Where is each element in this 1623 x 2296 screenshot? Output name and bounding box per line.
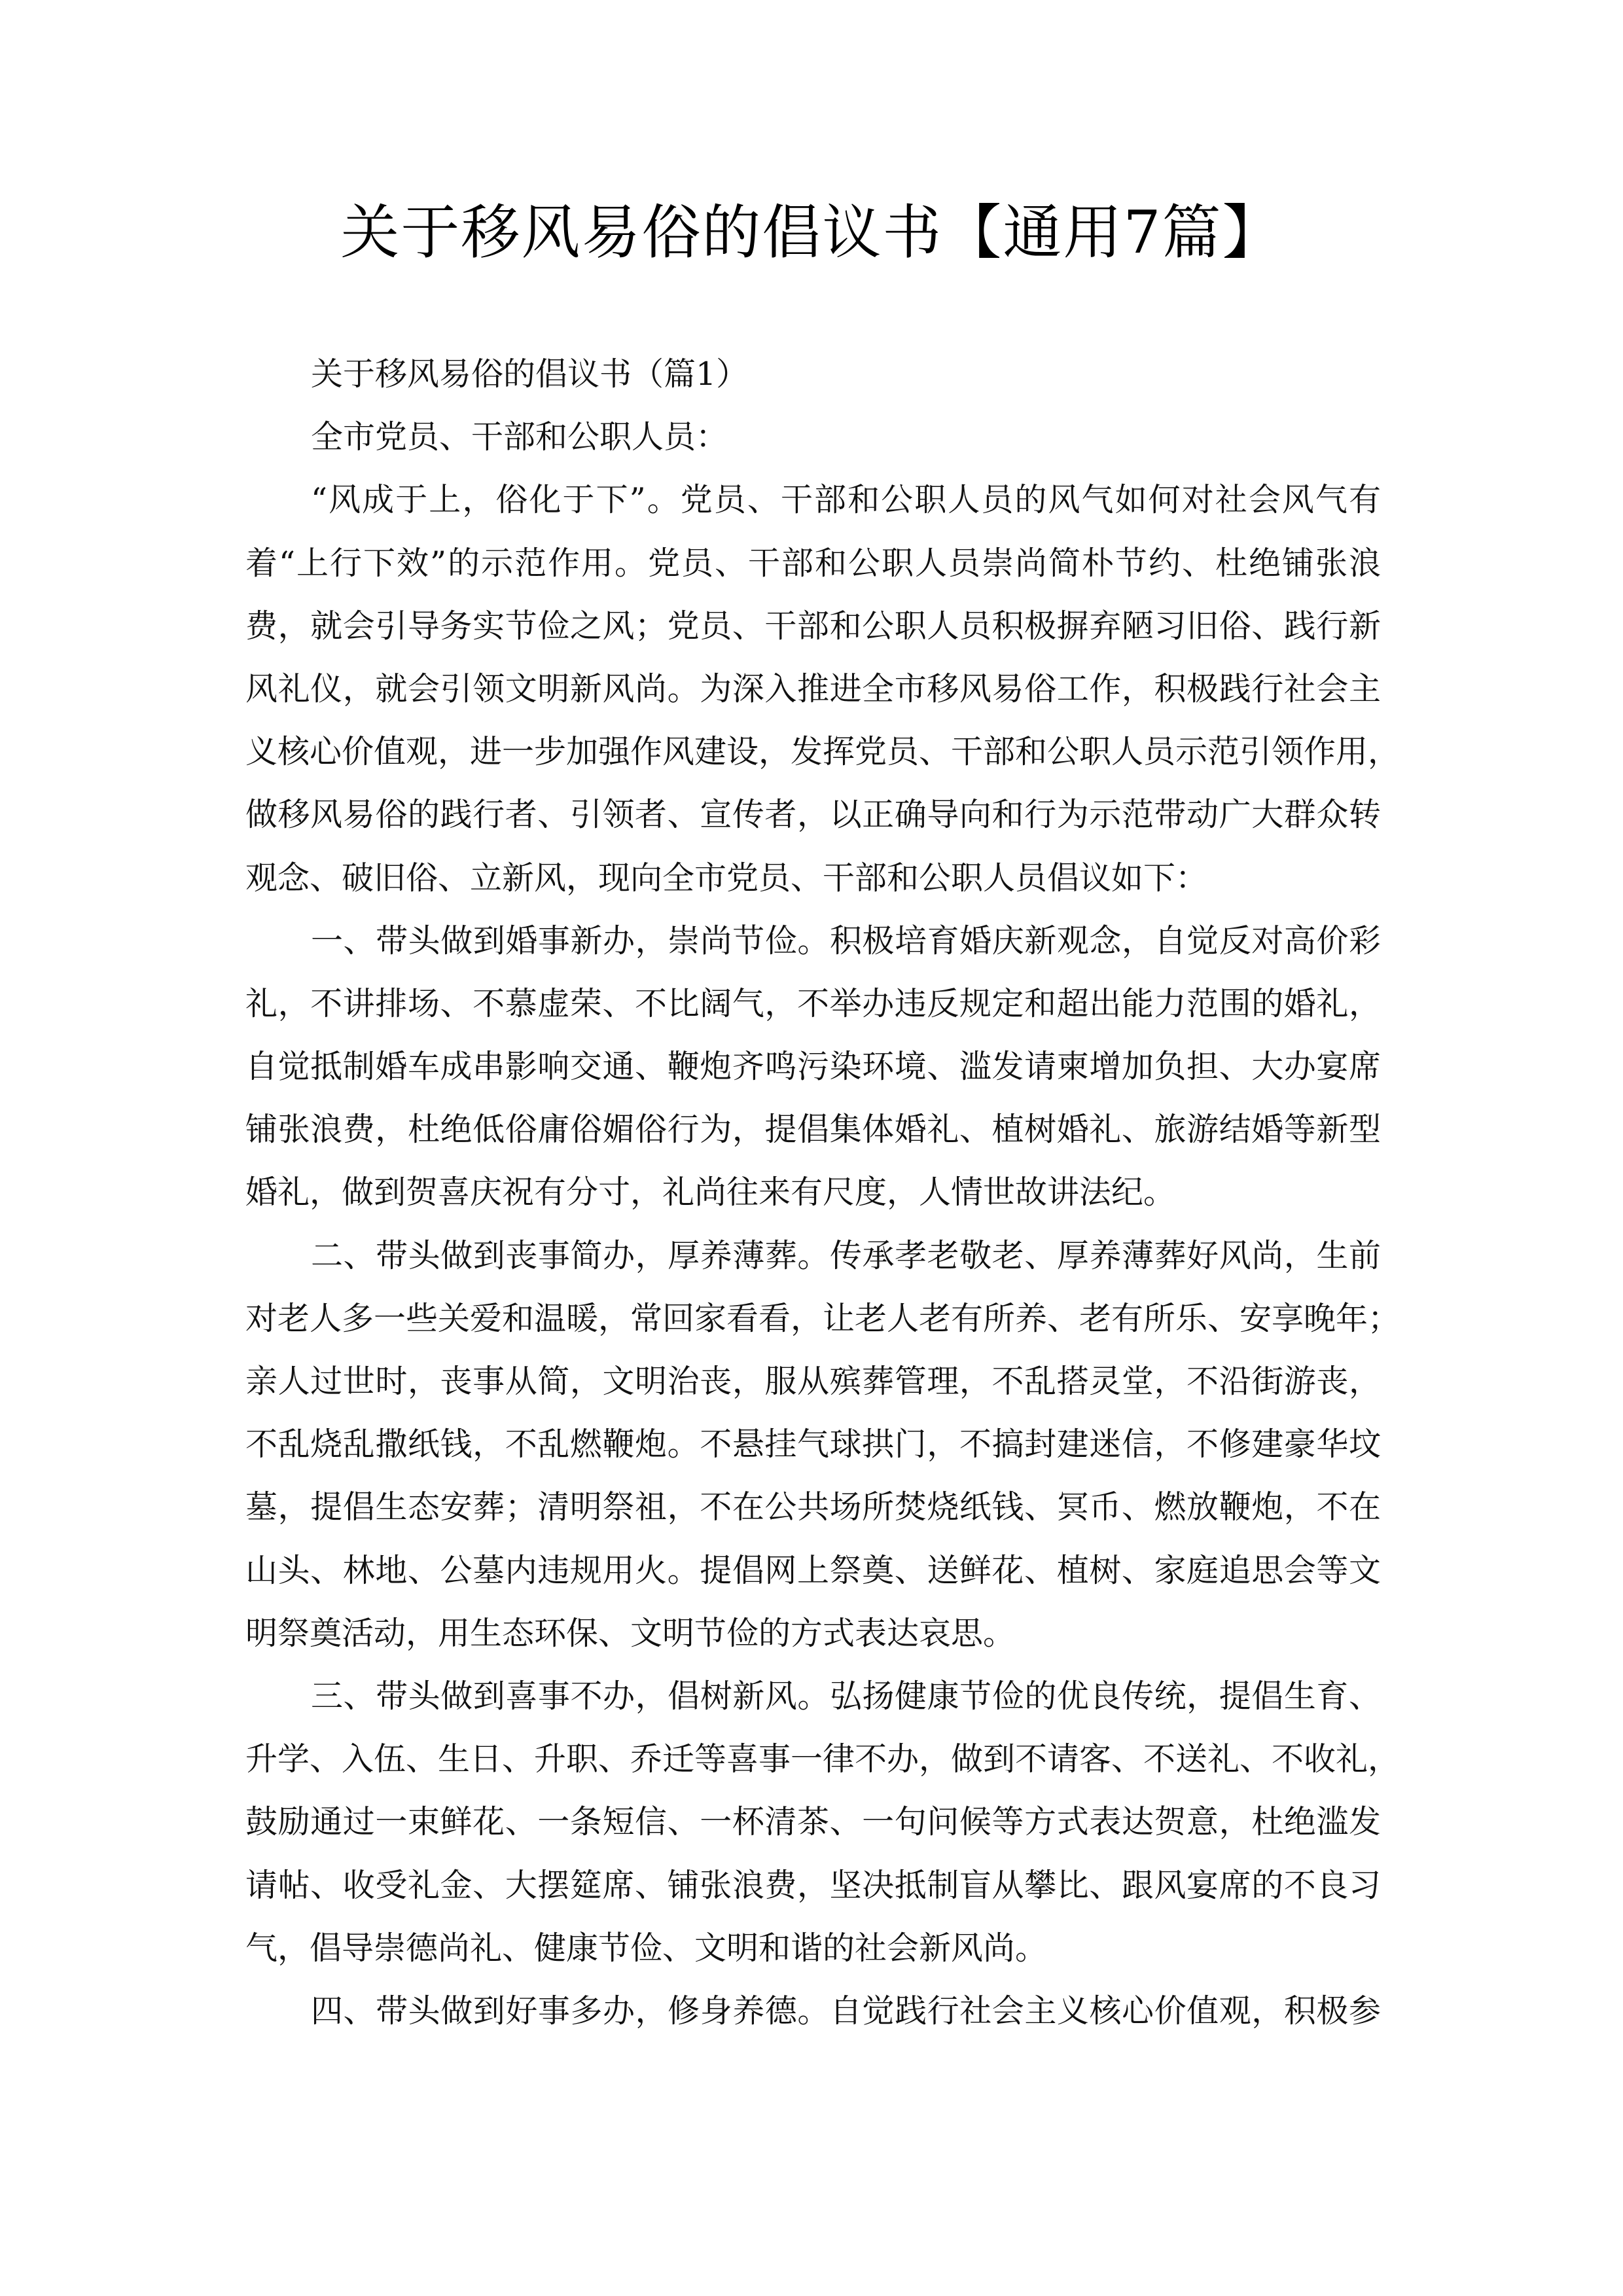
paragraph-preamble xyxy=(245,476,1400,917)
paragraph-line: 风礼仪，就会引领文明新风尚。为深入推进全市移风易俗工作，积极践行社会主 xyxy=(245,670,1381,708)
paragraph-line: 对老人多一些关爱和温暖，常回家看看，让老人老有所养、老有所乐、安享晚年； xyxy=(245,1299,1400,1337)
paragraph-line: 着“上行下效”的示范作用。党员、干部和公职人员崇尚简朴节约、杜绝铺张浪 xyxy=(245,544,1381,582)
paragraph-line: 不乱烧乱撒纸钱，不乱燃鞭炮。不悬挂气球拱门，不搞封建迷信，不修建豪华坟 xyxy=(245,1426,1381,1463)
salutation: 全市党员、干部和公职人员： xyxy=(311,418,728,456)
paragraph-line: 自觉抵制婚车成串影响交通、鞭炮齐鸣污染环境、滥发请柬增加负担、大办宴席 xyxy=(245,1048,1381,1086)
paragraph-line: 四、带头做到好事多办，修身养德。自觉践行社会主义核心价值观，积极参 xyxy=(311,1992,1381,2030)
paragraph-item-2-funeral xyxy=(245,1232,1400,1673)
paragraph-item-3-celebration xyxy=(245,1673,1400,1988)
paragraph-line: 铺张浪费，杜绝低俗庸俗媚俗行为，提倡集体婚礼、植树婚礼、旅游结婚等新型 xyxy=(245,1111,1381,1149)
paragraph-line: 义核心价值观，进一步加强作风建设，发挥党员、干部和公职人员示范引领作用， xyxy=(245,733,1400,771)
paragraph-line: 观念、破旧俗、立新风，现向全市党员、干部和公职人员倡议如下： xyxy=(245,859,1208,897)
paragraph-line: 亲人过世时，丧事从简，文明治丧，服从殡葬管理，不乱搭灵堂，不沿街游丧， xyxy=(245,1363,1381,1400)
paragraph-line: 气，倡导崇德尚礼、健康节俭、文明和谐的社会新风尚。 xyxy=(245,1929,1048,1967)
paragraph-line: 礼，不讲排场、不慕虚荣、不比阔气，不举办违反规定和超出能力范围的婚礼， xyxy=(245,984,1381,1022)
paragraph-item-1-wedding xyxy=(245,918,1381,1232)
paragraph-line: 山头、林地、公墓内违规用火。提倡网上祭奠、送鲜花、植树、家庭追思会等文 xyxy=(245,1551,1381,1589)
paragraph-line: 婚礼，做到贺喜庆祝有分寸，礼尚往来有尺度，人情世故讲法纪。 xyxy=(245,1174,1176,1211)
paragraph-line: 做移风易俗的践行者、引领者、宣传者，以正确导向和行为示范带动广大群众转 xyxy=(245,796,1381,834)
paragraph-item-4-good-deeds xyxy=(245,1988,1381,2051)
section-heading: 关于移风易俗的倡议书（篇1） xyxy=(311,355,749,393)
paragraph-line: 请帖、收受礼金、大摆筵席、铺张浪费，坚决抵制盲从攀比、跟风宴席的不良习 xyxy=(245,1866,1381,1904)
paragraph-line: 升学、入伍、生日、升职、乔迁等喜事一律不办，做到不请客、不送礼、不收礼， xyxy=(245,1740,1400,1778)
document-body xyxy=(245,351,1400,2051)
document-title: 关于移风易俗的倡议书【通用7篇】 xyxy=(340,198,1283,267)
paragraph-line: 墓，提倡生态安葬；清明祭祖，不在公共场所焚烧纸钱、冥币、燃放鞭炮，不在 xyxy=(245,1488,1381,1526)
paragraph-line: 二、带头做到丧事简办，厚养薄葬。传承孝老敬老、厚养薄葬好风尚，生前 xyxy=(311,1236,1381,1274)
paragraph-line: 一、带头做到婚事新办，崇尚节俭。积极培育婚庆新观念，自觉反对高价彩 xyxy=(311,922,1381,960)
paragraph-line: 三、带头做到喜事不办，倡树新风。弘扬健康节俭的优良传统，提倡生育、 xyxy=(311,1677,1381,1715)
paragraph-line: “风成于上，俗化于下”。党员、干部和公职人员的风气如何对社会风气有 xyxy=(311,481,1381,519)
paragraph-line: 鼓励通过一束鲜花、一条短信、一杯清茶、一句问候等方式表达贺意，杜绝滥发 xyxy=(245,1803,1381,1841)
paragraph-line: 费，就会引导务实节俭之风；党员、干部和公职人员积极摒弃陋习旧俗、践行新 xyxy=(245,607,1381,645)
paragraph-line: 明祭奠活动，用生态环保、文明节俭的方式表达哀思。 xyxy=(245,1614,1016,1652)
